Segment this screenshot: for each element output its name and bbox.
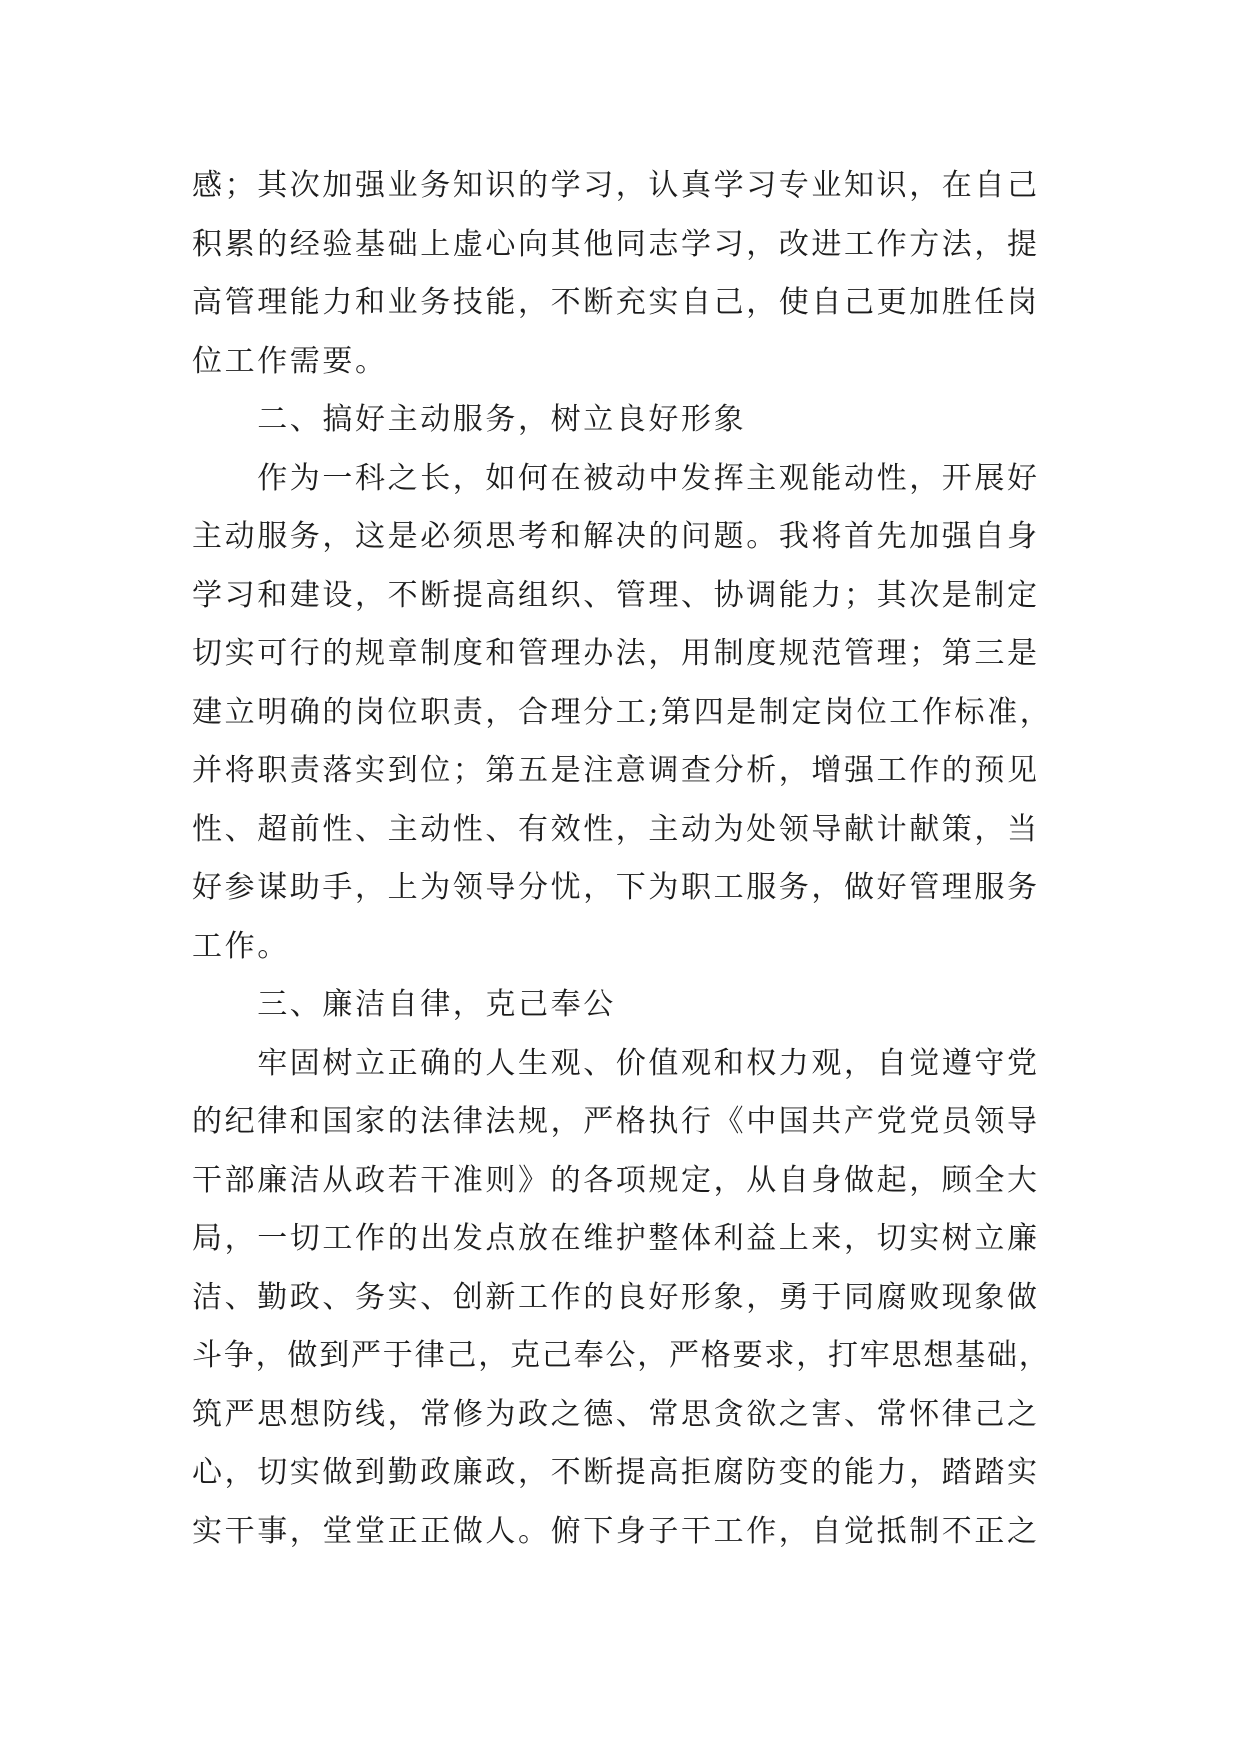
text-line: 局，一切工作的出发点放在维护整体利益上来，切实树立廉 (192, 1221, 1040, 1256)
text-line: 实干事，堂堂正正做人。俯下身子干工作，自觉抵制不正之 (192, 1513, 1040, 1549)
text-line: 筑严思想防线，常修为政之德、常思贪欲之害、常怀律己之 (192, 1396, 1040, 1432)
text-line: 主动服务，这是必须思考和解决的问题。我将首先加强自身 (192, 519, 1040, 554)
text-line: 工作。 (192, 928, 290, 964)
section-heading: 三、廉洁自律，克己奉公 (192, 987, 616, 1022)
text-line: 切实可行的规章制度和管理办法，用制度规范管理；第三是 (192, 636, 1040, 671)
text-line: 位工作需要。 (192, 343, 388, 379)
text-line: 斗争，做到严于律己，克己奉公，严格要求，打牢思想基础， (192, 1338, 1051, 1373)
text-line: 性、超前性、主动性、有效性，主动为处领导献计献策，当 (192, 811, 1040, 847)
text-line: 建立明确的岗位职责，合理分工;第四是制定岗位工作标准， (192, 694, 1053, 730)
text-line: 并将职责落实到位；第五是注意调查分析，增强工作的预见 (192, 753, 1040, 788)
document-body (192, 157, 1052, 1561)
text-line: 学习和建设，不断提高组织、管理、协调能力；其次是制定 (192, 577, 1040, 613)
text-line: 作为一科之长，如何在被动中发挥主观能动性，开展好 (192, 460, 1040, 496)
text-line: 洁、勤政、务实、创新工作的良好形象，勇于同腐败现象做 (192, 1279, 1040, 1315)
text-line: 牢固树立正确的人生观、价值观和权力观，自觉遵守党 (192, 1045, 1040, 1081)
text-line: 好参谋助手，上为领导分忧，下为职工服务，做好管理服务 (192, 870, 1040, 905)
text-line: 高管理能力和业务技能，不断充实自己，使自己更加胜任岗 (192, 285, 1040, 320)
text-line: 积累的经验基础上虚心向其他同志学习，改进工作方法，提 (192, 226, 1040, 262)
text-line: 心，切实做到勤政廉政，不断提高拒腐防变的能力，踏踏实 (192, 1455, 1040, 1490)
text-line: 干部廉洁从政若干准则》的各项规定，从自身做起，顾全大 (192, 1162, 1040, 1198)
text-line: 感；其次加强业务知识的学习，认真学习专业知识，在自己 (192, 168, 1040, 203)
section-heading: 二、搞好主动服务，树立良好形象 (192, 402, 747, 437)
text-line: 的纪律和国家的法律法规，严格执行《中国共产党党员领导 (192, 1104, 1040, 1139)
